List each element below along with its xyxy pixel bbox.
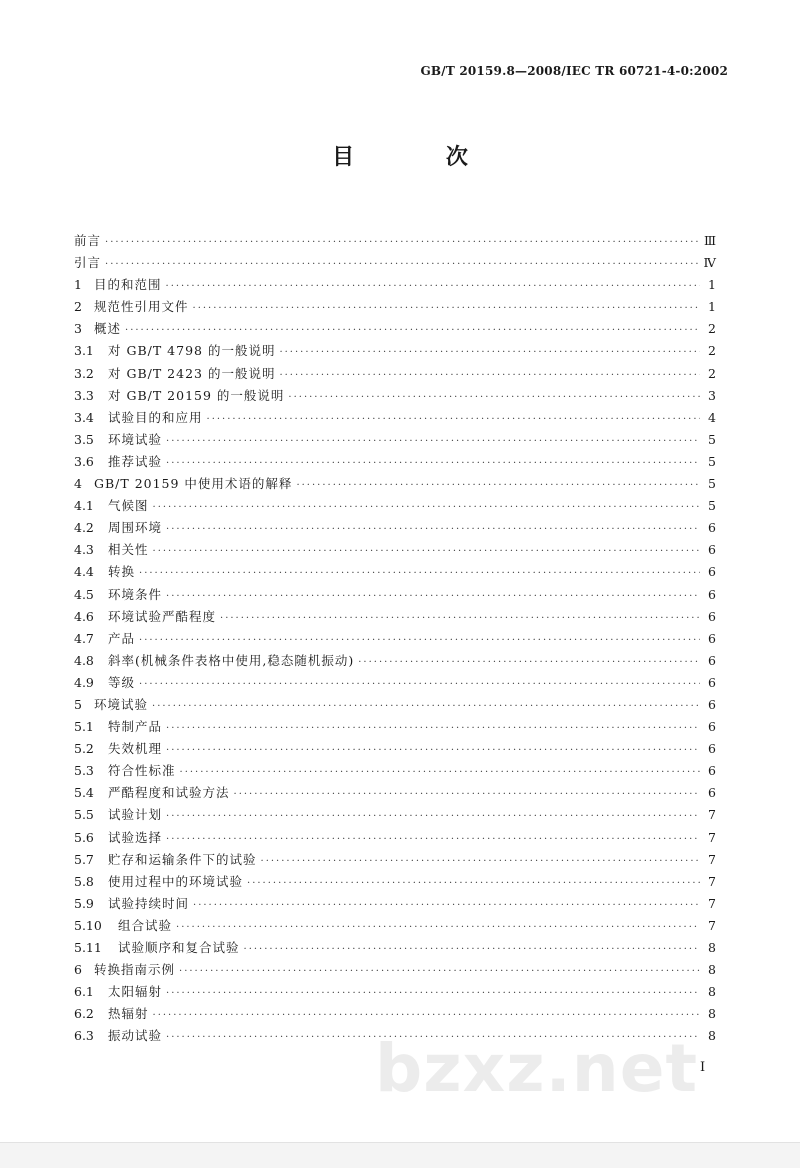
toc-entry-page: 7 — [708, 851, 716, 867]
toc-entry[interactable] — [74, 738, 716, 760]
toc-entry-label: 产品 — [108, 630, 136, 646]
toc-entry-number: 4.8 — [74, 652, 94, 668]
toc-entry-number: 5.5 — [74, 807, 94, 823]
toc-dot-leader — [153, 497, 700, 519]
toc-entry[interactable] — [74, 694, 716, 716]
toc-entry-page: 6 — [708, 741, 716, 757]
toc-entry-page: 6 — [708, 785, 716, 801]
toc-entry[interactable] — [74, 937, 716, 959]
toc-entry-number: 4.4 — [74, 564, 94, 580]
toc-entry-page: 7 — [708, 873, 716, 889]
toc-entry[interactable] — [74, 296, 716, 318]
toc-entry-label: 试验选择 — [108, 829, 163, 845]
toc-dot-leader — [125, 320, 700, 342]
page-number: I — [700, 1060, 706, 1075]
toc-entry-number: 4.2 — [74, 520, 94, 536]
toc-entry-number: 4.7 — [74, 630, 94, 646]
toc-entry-number: 6.1 — [74, 984, 94, 1000]
toc-dot-leader — [247, 873, 700, 895]
toc-entry-number: 6.2 — [74, 1006, 94, 1022]
toc-entry-number: 1 — [74, 277, 82, 293]
toc-entry-label: 转换指南示例 — [94, 962, 176, 978]
toc-entry[interactable] — [74, 849, 716, 871]
toc-entry[interactable] — [74, 981, 716, 1003]
toc-entry-page: 8 — [708, 962, 716, 978]
toc-entry-page: 1 — [708, 277, 716, 293]
toc-entry-label: 斜率(机械条件表格中使用,稳态随机振动) — [108, 652, 355, 668]
toc-dot-leader — [180, 762, 700, 784]
toc-entry-label: 环境试验 — [94, 696, 149, 712]
toc-dot-leader — [279, 365, 700, 387]
toc-entry-label: 失效机理 — [108, 741, 163, 757]
toc-entry[interactable] — [74, 451, 716, 473]
toc-entry-label: 特制产品 — [108, 719, 163, 735]
table-of-contents — [74, 230, 716, 1047]
toc-entry-number: 3.2 — [74, 365, 94, 381]
toc-entry[interactable] — [74, 429, 716, 451]
toc-entry-label: 相关性 — [108, 542, 149, 558]
toc-entry-page: Ⅲ — [703, 233, 716, 248]
toc-entry-page: 5 — [708, 431, 716, 447]
toc-entry-label: 推荐试验 — [108, 453, 163, 469]
toc-entry-label: 环境试验 — [108, 431, 163, 447]
toc-entry-number: 5.11 — [74, 940, 102, 955]
toc-entry[interactable] — [74, 959, 716, 981]
toc-dot-leader — [358, 652, 700, 674]
toc-dot-leader — [193, 298, 700, 320]
toc-dot-leader — [152, 696, 700, 718]
watermark: bzxz.net — [375, 1030, 699, 1107]
toc-entry-label: 符合性标准 — [108, 763, 176, 779]
toc-entry-number: 3.3 — [74, 387, 94, 403]
toc-entry-number: 5.7 — [74, 851, 94, 867]
toc-entry[interactable] — [74, 804, 716, 826]
toc-entry-page: 6 — [708, 696, 716, 712]
toc-entry[interactable] — [74, 827, 716, 849]
toc-entry[interactable] — [74, 1003, 716, 1025]
toc-entry-number: 4.9 — [74, 674, 94, 690]
page-title: 目 次 — [332, 144, 510, 170]
toc-dot-leader — [166, 276, 700, 298]
toc-entry-label: GB/T 20159 中使用术语的解释 — [94, 476, 293, 492]
toc-entry-page: 6 — [708, 719, 716, 735]
toc-dot-leader — [244, 939, 700, 961]
toc-entry-number: 5.8 — [74, 873, 94, 889]
toc-entry-page: 6 — [708, 674, 716, 690]
toc-entry[interactable] — [74, 340, 716, 362]
toc-entry-number: 3.4 — [74, 409, 94, 425]
toc-entry-page: 7 — [708, 807, 716, 823]
toc-dot-leader — [139, 630, 700, 652]
toc-entry-number: 4.5 — [74, 586, 94, 602]
toc-entry-page: 6 — [708, 630, 716, 646]
toc-entry-page: 6 — [708, 652, 716, 668]
toc-dot-leader — [261, 851, 700, 873]
toc-entry[interactable] — [74, 363, 716, 385]
toc-entry[interactable] — [74, 893, 716, 915]
toc-dot-leader — [105, 254, 699, 276]
toc-dot-leader — [166, 740, 700, 762]
toc-entry-page: 5 — [708, 498, 716, 514]
toc-entry[interactable] — [74, 517, 716, 539]
toc-entry[interactable] — [74, 385, 716, 407]
toc-entry-label: 等级 — [108, 674, 136, 690]
toc-dot-leader — [166, 829, 700, 851]
toc-entry-page: 6 — [708, 542, 716, 558]
toc-entry-number: 3.1 — [74, 343, 94, 359]
toc-entry[interactable] — [74, 584, 716, 606]
toc-entry-page: 7 — [708, 829, 716, 845]
toc-entry[interactable] — [74, 539, 716, 561]
toc-entry-page: 6 — [708, 564, 716, 580]
toc-entry-label: 概述 — [94, 321, 122, 337]
toc-entry-number: 5.10 — [74, 917, 102, 933]
toc-entry-label: 对 GB/T 2423 的一般说明 — [108, 365, 276, 381]
toc-entry-page: 5 — [708, 453, 716, 469]
toc-entry-number: 5.1 — [74, 719, 94, 735]
toc-entry-label: 对 GB/T 20159 的一般说明 — [108, 387, 285, 403]
toc-entry-number: 3.6 — [74, 453, 94, 469]
toc-entry-number: 5.6 — [74, 829, 94, 845]
toc-entry-number: 6 — [74, 962, 82, 978]
toc-entry-page: 7 — [708, 917, 716, 933]
toc-entry[interactable] — [74, 230, 716, 252]
toc-entry-number: 5.4 — [74, 785, 94, 801]
toc-entry-number: 5.9 — [74, 895, 94, 911]
toc-dot-leader — [166, 519, 700, 541]
toc-entry-label: 环境试验严酷程度 — [108, 608, 217, 624]
toc-dot-leader — [166, 431, 700, 453]
toc-entry[interactable] — [74, 672, 716, 694]
toc-entry-page: 2 — [708, 343, 716, 359]
toc-entry-page: 8 — [708, 1006, 716, 1022]
toc-dot-leader — [166, 718, 700, 740]
toc-entry-label: 振动试验 — [108, 1028, 163, 1044]
toc-entry-label: 周围环境 — [108, 520, 163, 536]
toc-entry-number: 4.3 — [74, 542, 94, 558]
toc-entry-label: 对 GB/T 4798 的一般说明 — [108, 343, 276, 359]
toc-dot-leader — [166, 806, 700, 828]
toc-entry-label: 前言 — [74, 233, 102, 248]
toc-entry-page: 6 — [708, 763, 716, 779]
toc-entry[interactable] — [74, 871, 716, 893]
toc-entry-number: 5.3 — [74, 763, 94, 779]
toc-dot-leader — [279, 342, 700, 364]
toc-dot-leader — [166, 586, 700, 608]
toc-entry-label: 太阳辐射 — [108, 984, 163, 1000]
toc-entry-label: 转换 — [108, 564, 136, 580]
toc-dot-leader — [166, 453, 700, 475]
toc-entry-page: 3 — [708, 387, 716, 403]
toc-entry-number: 5.2 — [74, 741, 94, 757]
toc-entry[interactable] — [74, 606, 716, 628]
toc-entry[interactable] — [74, 318, 716, 340]
toc-entry-label: 试验顺序和复合试验 — [118, 940, 240, 955]
toc-dot-leader — [193, 895, 700, 917]
toc-dot-leader — [166, 983, 700, 1005]
toc-dot-leader — [234, 784, 700, 806]
toc-entry-label: 试验计划 — [108, 807, 163, 823]
standard-number-header: GB/T 20159.8—2008/IEC TR 60721-4-0:2002 — [420, 64, 728, 78]
toc-entry-page: 8 — [708, 940, 716, 955]
toc-entry-number: 4.1 — [74, 498, 94, 514]
toc-dot-leader — [179, 961, 700, 983]
toc-entry-label: 气候图 — [108, 498, 149, 514]
toc-entry[interactable] — [74, 274, 716, 296]
toc-entry-label: 引言 — [74, 255, 102, 271]
toc-entry-page: 8 — [708, 1028, 716, 1044]
toc-entry-page: 7 — [708, 895, 716, 911]
toc-dot-leader — [296, 475, 700, 497]
toc-entry-page: 1 — [708, 299, 716, 315]
toc-entry-label: 目的和范围 — [94, 277, 162, 293]
toc-entry[interactable] — [74, 561, 716, 583]
toc-entry-number: 4 — [74, 476, 82, 492]
toc-entry-label: 组合试验 — [118, 917, 173, 933]
toc-dot-leader — [153, 541, 700, 563]
toc-dot-leader — [207, 409, 700, 431]
toc-entry-page: 2 — [708, 365, 716, 381]
toc-entry[interactable] — [74, 628, 716, 650]
toc-entry-number: 4.6 — [74, 608, 94, 624]
toc-entry-page: 4 — [708, 409, 716, 425]
toc-entry-page: 6 — [708, 586, 716, 602]
toc-entry-number: 5 — [74, 696, 82, 712]
toc-entry-label: 严酷程度和试验方法 — [108, 785, 230, 801]
toc-entry[interactable] — [74, 716, 716, 738]
toc-entry-number: 3 — [74, 321, 82, 337]
toc-entry-label: 规范性引用文件 — [94, 299, 189, 315]
toc-entry-label: 环境条件 — [108, 586, 163, 602]
toc-entry-page: 5 — [708, 476, 716, 492]
toc-entry[interactable] — [74, 473, 716, 495]
toc-dot-leader — [176, 917, 700, 939]
toc-entry[interactable] — [74, 782, 716, 804]
toc-entry-page: 2 — [708, 321, 716, 337]
toc-entry-label: 热辐射 — [108, 1006, 149, 1022]
toc-dot-leader — [153, 1005, 700, 1027]
toc-entry-label: 试验目的和应用 — [108, 409, 203, 425]
toc-dot-leader — [139, 674, 700, 696]
toc-entry[interactable] — [74, 915, 716, 937]
toc-entry[interactable] — [74, 760, 716, 782]
toc-entry-label: 试验持续时间 — [108, 895, 190, 911]
toc-entry-page: 8 — [708, 984, 716, 1000]
toc-dot-leader — [220, 608, 700, 630]
toc-entry-label: 使用过程中的环境试验 — [108, 873, 244, 889]
toc-entry[interactable] — [74, 252, 716, 274]
toc-entry-number: 2 — [74, 299, 82, 315]
toc-dot-leader — [288, 387, 700, 409]
toc-entry-label: 贮存和运输条件下的试验 — [108, 851, 257, 867]
toc-entry[interactable] — [74, 650, 716, 672]
toc-entry[interactable] — [74, 407, 716, 429]
toc-entry[interactable] — [74, 495, 716, 517]
page-bottom-edge — [0, 1142, 800, 1168]
toc-entry-page: 6 — [708, 520, 716, 536]
toc-entry-number: 6.3 — [74, 1028, 94, 1044]
toc-dot-leader — [105, 232, 700, 254]
toc-dot-leader — [139, 563, 700, 585]
toc-entry-page: Ⅳ — [703, 255, 716, 271]
toc-entry-number: 3.5 — [74, 431, 94, 447]
toc-entry-page: 6 — [708, 608, 716, 624]
